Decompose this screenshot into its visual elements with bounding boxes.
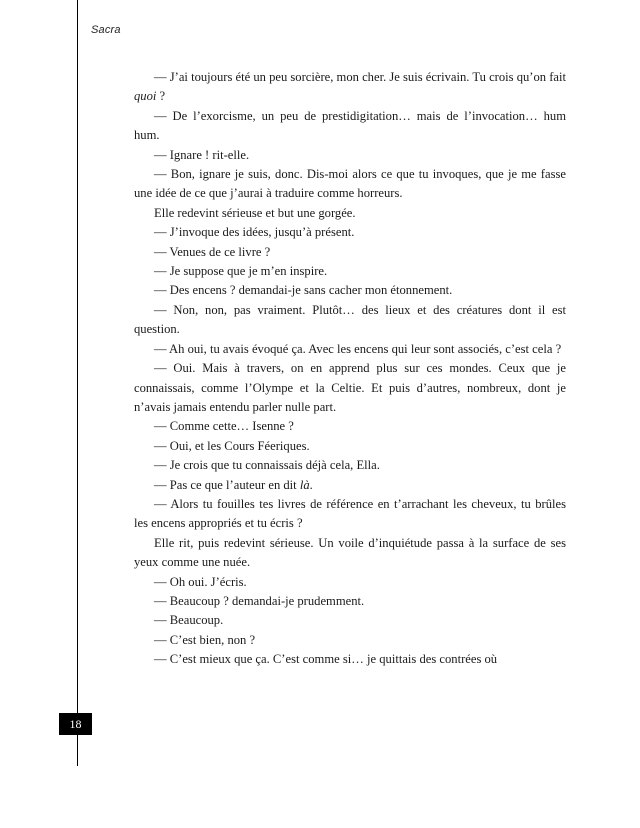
running-head: Sacra bbox=[91, 24, 121, 36]
paragraph: — Comme cette… Isenne ? bbox=[154, 419, 294, 434]
paragraph: — J’invoque des idées, jusqu’à présent. bbox=[154, 225, 355, 240]
paragraph: — Oui, et les Cours Féeriques. bbox=[154, 438, 310, 453]
paragraph: — Des encens ? demandai-je sans cacher mon étonnement. bbox=[154, 283, 453, 298]
paragraph: — Ignare ! rit-elle. bbox=[154, 147, 250, 162]
page-number-badge: 18 bbox=[59, 713, 92, 735]
paragraph: — Beaucoup ? demandai-je prudemment. bbox=[154, 593, 365, 608]
paragraph: — Venues de ce livre ? bbox=[154, 244, 271, 259]
paragraph: — Ah oui, tu avais évoqué ça. Avec les encens qui leur sont associés, c’est cela ? bbox=[154, 341, 562, 356]
italic-word: quoi bbox=[134, 89, 157, 104]
paragraph: — Pas ce que l’auteur en dit là. bbox=[154, 477, 313, 492]
paragraph: Elle rit, puis redevint sérieuse. Un voile d’inquiétude passa à la surface de ses yeux comme une nuée. bbox=[134, 535, 566, 570]
body-text bbox=[134, 68, 566, 670]
paragraph: — Non, non, pas vraiment. Plutôt… des lieux et des créatures dont il est question. bbox=[134, 302, 566, 337]
paragraph: — Beaucoup. bbox=[154, 613, 224, 628]
paragraph: — Oh oui. J’écris. bbox=[154, 574, 247, 589]
paragraph: — C’est bien, non ? bbox=[154, 632, 256, 647]
paragraph: — Je crois que tu connaissais déjà cela, Ella. bbox=[154, 458, 380, 473]
italic-word: là bbox=[299, 477, 310, 492]
paragraph: — C’est mieux que ça. C’est comme si… je quittais des contrées où bbox=[154, 652, 498, 667]
paragraph: — Je suppose que je m’en inspire. bbox=[154, 264, 328, 279]
paragraph: Elle redevint sérieuse et but une gorgée. bbox=[154, 205, 356, 220]
margin-rule bbox=[77, 0, 78, 766]
paragraph: — Oui. Mais à travers, on en apprend plus sur ces mondes. Ceux que je connaissais, comme l’Olympe et la Celtie. Et puis d’autres, nombreux, dont je n’avais jamais entendu parler nulle part. bbox=[134, 361, 566, 414]
paragraph: — Bon, ignare je suis, donc. Dis-moi alors ce que tu invoques, que je me fasse une idée de ce que j’aurai à traduire comme horreurs. bbox=[134, 167, 566, 201]
paragraph: — J’ai toujours été un peu sorcière, mon cher. Je suis écrivain. Tu crois qu’on fait quoi ? bbox=[134, 70, 567, 104]
paragraph: — Alors tu fouilles tes livres de référence en t’arrachant les cheveux, tu brûles les encens appropriés et tu écris ? bbox=[134, 496, 566, 531]
paragraph: — De l’exorcisme, un peu de prestidigitation… mais de l’invocation… hum hum. bbox=[134, 108, 566, 143]
